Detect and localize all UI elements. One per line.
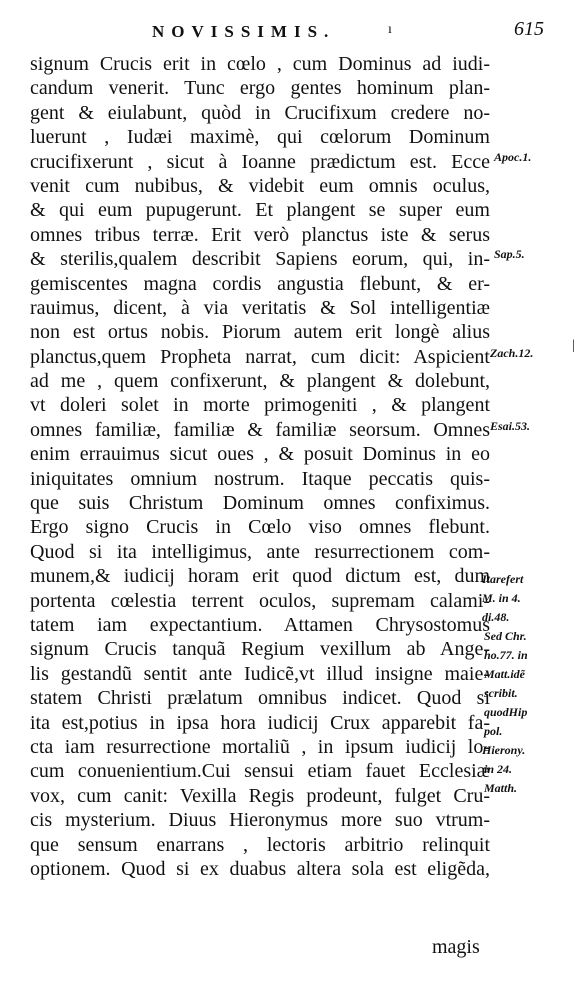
text-line: portenta cœlestia terrent oculos, supremam calami- <box>30 589 490 612</box>
text-line: rauimus, dicent, à via veritatis & Sol intelligentiæ <box>30 296 490 319</box>
catchword: magis <box>432 936 480 958</box>
margin-note-esai: Esai.53. <box>490 419 531 433</box>
margin-note-chrys: Itarefert <box>482 572 524 586</box>
text-line: ad me , quem confixerunt, & plangent & dolebunt, <box>30 370 490 393</box>
text-line: non est ortus nobis. Piorum autem erit longè alius <box>30 321 490 344</box>
margin-note-chrys: scribit. <box>484 686 518 700</box>
text-line: vox, cum canit: Vexilla Regis prodeunt, fulget Cru- <box>30 784 490 807</box>
text-line: iniquitates omnium nostrum. Itaque peccatis quis- <box>30 467 490 490</box>
margin-note-chrys: quodHip <box>484 705 528 719</box>
text-line: Ergo signo Crucis in Cœlo viso omnes flebunt. <box>30 516 490 539</box>
side-mark: | <box>572 338 575 353</box>
margin-note-chrys: ho.77. in <box>484 648 528 662</box>
running-head: NOVISSIMIS. <box>152 22 336 41</box>
text-line: munem,& iudicij horam erit quod dictum est, dum <box>30 565 490 588</box>
margin-note-apoc: Apoc.1. <box>494 150 532 164</box>
page-header <box>0 12 588 52</box>
text-line: signum Crucis tanquã Regium vexillum ab Ange- <box>30 638 490 661</box>
text-line: planctus,quem Propheta narrat, cum dicit: Aspicient <box>30 345 490 368</box>
text-line: omnes tribus terræ. Erit verò planctus iste & serus <box>30 223 490 246</box>
text-line: tatem iam expectantium. Attamen Chrysostomus <box>30 613 490 636</box>
text-line: & qui eum pupugerunt. Et plangent se super eum <box>30 199 490 222</box>
text-line: que suis Christum Dominum omnes confiximus. <box>30 492 490 515</box>
margin-note-chrys: Matth. <box>484 781 518 795</box>
margin-note-chrys: M. in 4. <box>482 591 521 605</box>
body-text <box>30 52 490 881</box>
page-number: 615 <box>514 18 544 40</box>
text-line: cum conuenientium.Cui sensui etiam fauet Ecclesiæ <box>30 760 490 783</box>
text-line: ita est,potius in ipsa hora iudicij Crux apparebit fa- <box>30 711 490 734</box>
text-line: omnes familiæ, familiæ & familiæ seorsum. Omnes <box>30 418 490 441</box>
margin-note-chrys: pol. <box>484 724 503 738</box>
text-line: cta iam resurrectione mortaliũ , in ipsum iudicij lo- <box>30 735 490 758</box>
text-line: & sterilis,qualem describit Sapiens eorum, qui, in- <box>30 248 490 271</box>
text-line: gent & eiulabunt, quòd in Crucifixum credere no- <box>30 101 490 124</box>
text-line: venit cum nubibus, & videbit eum omnis oculus, <box>30 174 490 197</box>
margin-note-chrys: in 24. <box>484 762 513 776</box>
text-line: statem Christi prælatum omnibus indicet. Quod si <box>30 687 490 710</box>
margin-note-sap: Sap.5. <box>494 247 525 261</box>
text-line: candum venerit. Tunc ergo gentes hominum plan- <box>30 77 490 100</box>
text-line: Quod si ita intelligimus, ante resurrectionem com- <box>30 540 490 563</box>
text-line: cis mysterium. Diuus Hieronymus more suo vtrum- <box>30 809 490 832</box>
text-line: optionem. Quod si ex duabus altera sola est eligẽda, <box>30 857 490 880</box>
margin-note-zach: Zach.12. <box>490 346 534 360</box>
margin-note-chrys: Sed Chr. <box>484 629 527 643</box>
text-line: signum Crucis erit in cœlo , cum Dominus ad iudi- <box>30 53 490 75</box>
text-line: enim errauimus sicut oues , & posuit Dominus in eo <box>30 443 490 466</box>
text-line: gemiscentes magna cordis angustia flebunt, & er- <box>30 272 490 295</box>
text-line: vt doleri solet in morte primogeniti , & plangent <box>30 394 490 417</box>
stray-mark: ı <box>388 22 392 37</box>
margin-note-chrys: Matt.idẽ <box>484 667 525 681</box>
text-line: luerunt , Iudæi maximè, qui cœlorum Dominum <box>30 126 490 149</box>
text-line: lis gestandũ sentit ante Iudicẽ,vt illud insigne maie- <box>30 662 490 685</box>
margin-note-chrys: Hierony. <box>482 743 526 757</box>
text-line: que sensum enarrans , lectoris arbitrio relinquit <box>30 833 490 856</box>
text-line: crucifixerunt , sicut à Ioanne prædictum est. Ecce <box>30 150 490 173</box>
margin-note-chrys: di.48. <box>482 610 510 624</box>
